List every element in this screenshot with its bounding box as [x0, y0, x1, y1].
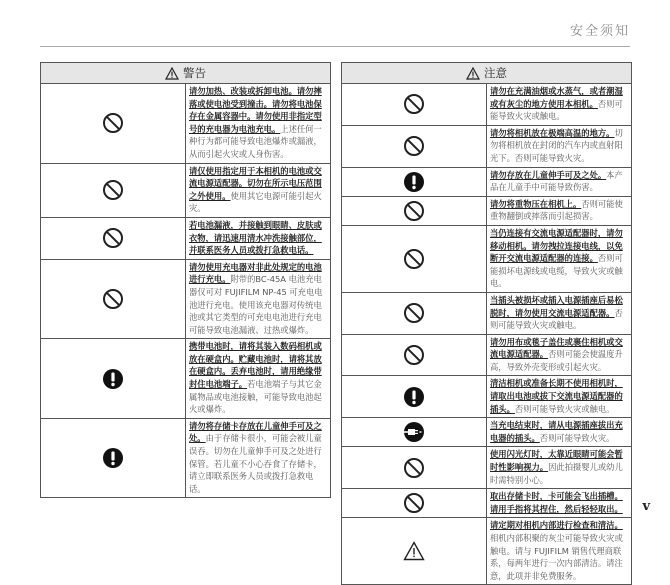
safety-row	[342, 125, 632, 167]
safety-emphasis: 取出存储卡时，卡可能会飞出插槽。请用手指将其捏住，然后轻轻取出。	[490, 491, 623, 514]
safety-row	[342, 196, 632, 225]
safety-row	[342, 334, 632, 376]
safety-emphasis: 请勿将相机放在极端高温的地方。	[490, 127, 615, 138]
safety-row-text	[487, 489, 632, 518]
mandatory-icon	[342, 386, 486, 408]
safety-row-icon-cell	[41, 84, 186, 164]
safety-row-text	[487, 447, 632, 489]
safety-row	[342, 376, 632, 418]
safety-row-icon-cell	[342, 125, 487, 167]
safety-row-text	[487, 518, 632, 585]
safety-row	[342, 292, 632, 334]
page-header: 安全须知	[569, 24, 630, 39]
safety-row-icon-cell	[41, 163, 186, 217]
safety-row-text	[186, 217, 331, 259]
caution-icon	[342, 541, 486, 561]
safety-row	[342, 418, 632, 447]
safety-row	[41, 84, 331, 164]
safety-emphasis: 请勿加热、改装或拆卸电池。请勿摔落或使电池受到撞击。请勿将电池保存在金属容器中。请勿使用非指定型号的充电器为电池充电。	[189, 86, 322, 134]
safety-row-icon-cell	[342, 334, 487, 376]
safety-row-text	[186, 84, 331, 164]
safety-detail: 附带的BC-45A 电池充电器仅可对 FUJIFILM NP-45 可充电电池进行充电。使用该充电器对传统电池或其它类型的可充电电池进行充电可能导致电池漏液、过热或爆炸。	[189, 274, 323, 335]
header-rule	[40, 46, 630, 47]
prohibited-icon	[342, 200, 486, 222]
safety-emphasis: 请勿在充满油烟或水蒸气，或者潮湿或有灰尘的地方使用本相机。	[490, 86, 623, 109]
safety-detail: 否则可能导致火灾。	[539, 432, 615, 443]
safety-emphasis: 清洁相机或准备长期不使用相机时，请取出电池或拔下交流电源适配器的插头。	[490, 378, 623, 414]
safety-detail: 使用其它电源可能引起火灾。	[189, 190, 322, 214]
safety-row	[41, 259, 331, 339]
safety-emphasis: 请勿用布或毯子盖住或裹住相机或交流电源适配器。	[490, 336, 623, 360]
safety-row-text	[487, 125, 632, 167]
safety-row-icon-cell	[342, 418, 487, 447]
safety-detail: 否则可能导致火灾或触电。	[514, 403, 615, 414]
prohibited-icon	[342, 302, 486, 324]
safety-row	[342, 447, 632, 489]
safety-detail: 否则可能导致火灾或触电。	[490, 307, 623, 331]
page-number: v	[642, 499, 650, 514]
caution-column	[341, 62, 632, 585]
safety-emphasis: 请仅使用指定用于本相机的电池或交流电源适配器。切勿在所示电压范围之外使用。	[189, 165, 322, 201]
safety-row-icon-cell	[342, 84, 487, 126]
warning-triangle-icon	[165, 67, 179, 80]
safety-row-icon-cell	[342, 518, 487, 585]
safety-row-icon-cell	[342, 196, 487, 225]
mandatory-icon	[342, 171, 486, 193]
safety-emphasis: 当充电结束时，请从电源插座拔出充电器的插头。	[490, 420, 623, 443]
safety-row-icon-cell	[41, 217, 186, 259]
safety-emphasis: 请定期对相机内部进行检查和清洁。	[490, 520, 623, 531]
safety-emphasis: 若电池漏液，并接触到眼睛、皮肤或衣物，请迅速用清水冲洗接触部位，并联系医务人员或拨打急救电话。	[189, 219, 322, 256]
safety-detail: 若电池端子与其它金属物品或电池接触，可能导致电池起火或爆炸。	[189, 379, 322, 415]
prohibited-icon	[342, 93, 486, 115]
safety-row	[41, 217, 331, 259]
warning-table	[40, 62, 331, 498]
prohibited-icon	[342, 344, 486, 366]
safety-row-text	[186, 259, 331, 339]
prohibited-icon	[41, 288, 185, 310]
safety-row-icon-cell	[342, 489, 487, 518]
unplug-icon	[342, 421, 486, 443]
prohibited-icon	[41, 179, 185, 201]
warning-title: 警告	[183, 66, 206, 80]
safety-detail: 切勿将相机放在封闭的汽车内或直射阳光下。否则可能导致火灾。	[490, 127, 623, 163]
prohibited-icon	[342, 457, 486, 479]
prohibited-icon	[342, 248, 486, 270]
caution-table	[341, 62, 632, 585]
prohibited-icon	[342, 492, 486, 514]
safety-emphasis: 请勿将重物压在相机上。	[490, 198, 582, 209]
safety-emphasis: 携带电池时，请将其装入数码相机或放在硬盒内。贮藏电池时，请将其放在硬盒内。丢弃电池时，请用绝缘带封住电池端子。	[189, 341, 322, 390]
safety-row-icon-cell	[342, 167, 487, 196]
safety-detail: 否则可能损坏电源线或电缆，导致火灾或触电。	[490, 253, 623, 289]
safety-detail: 由于存储卡很小，可能会被儿童误吞。切勿在儿童伸手可及之处进行保管。若儿童不小心吞食了存储卡，请立即联系医务人员或拨打急救电话。	[189, 433, 322, 494]
safety-row	[342, 518, 632, 585]
safety-row-text	[186, 339, 331, 419]
safety-row	[342, 167, 632, 196]
warning-column	[40, 62, 331, 498]
safety-emphasis: 当仍连接有交流电源适配器时，请勿移动相机。请勿拽拉连接电线，以免断开交流电源适配器的连接。	[490, 227, 623, 264]
safety-row-text	[487, 167, 632, 196]
caution-table-header	[342, 63, 632, 84]
safety-row	[41, 339, 331, 419]
prohibited-icon	[41, 227, 185, 249]
safety-emphasis: 请勿使用充电器对非此处规定的电池进行充电。	[189, 261, 322, 285]
safety-detail: 上述任何一种行为都可能导致电池爆炸或漏液，从而引起火灾或人身伤害。	[189, 123, 322, 159]
safety-row	[41, 163, 331, 217]
safety-row	[342, 489, 632, 518]
mandatory-icon	[41, 447, 185, 469]
safety-detail: 本产品在儿童手中可能导致伤害。	[490, 169, 623, 193]
safety-row-text	[487, 418, 632, 447]
safety-row-text	[487, 225, 632, 292]
safety-row-icon-cell	[41, 418, 186, 498]
safety-row-text	[487, 292, 632, 334]
safety-row-text	[487, 334, 632, 376]
safety-emphasis: 请勿将存储卡存放在儿童伸手可及之处。	[189, 420, 322, 444]
warning-triangle-icon	[466, 67, 480, 80]
safety-detail: 因此拍摄婴儿或幼儿时需特别小心。	[490, 462, 623, 485]
safety-row	[41, 418, 331, 498]
safety-row-text	[186, 418, 331, 498]
warning-table-header	[41, 63, 331, 84]
safety-row-icon-cell	[41, 259, 186, 339]
prohibited-icon	[342, 135, 486, 157]
mandatory-icon	[41, 368, 185, 390]
safety-emphasis: 当插头被损坏或插入电源插座后易松脱时，请勿使用交流电源适配器。	[490, 294, 623, 318]
safety-emphasis: 请勿存放在儿童伸手可及之处。	[490, 169, 607, 180]
caution-title: 注意	[484, 66, 507, 80]
safety-row-text	[487, 196, 632, 225]
safety-row-icon-cell	[41, 339, 186, 419]
safety-emphasis: 使用闪光灯时，太靠近眼睛可能会暂时性影响视力。	[490, 449, 623, 473]
safety-row	[342, 225, 632, 292]
safety-detail: 否则可能导致火灾或触电。	[490, 98, 623, 122]
safety-row-icon-cell	[342, 376, 487, 418]
safety-row-text	[186, 163, 331, 217]
safety-detail: 相机内部积聚的灰尘可能导致火灾或触电。请与 FUJIFILM 销售代理商联系，每两年进行一次内部清洁。请注意，此项并非免费服务。	[490, 533, 623, 581]
safety-detail: 否则可能使重物翻倒或摔落而引起损害。	[490, 198, 623, 222]
prohibited-icon	[41, 112, 185, 134]
safety-row	[342, 84, 632, 126]
safety-row-text	[487, 84, 632, 126]
safety-row-icon-cell	[342, 225, 487, 292]
safety-row-text	[487, 376, 632, 418]
safety-row-icon-cell	[342, 292, 487, 334]
safety-row-icon-cell	[342, 447, 487, 489]
safety-detail: 否则可能会使温度升高，导致外壳变形或引起火灾。	[490, 349, 623, 372]
